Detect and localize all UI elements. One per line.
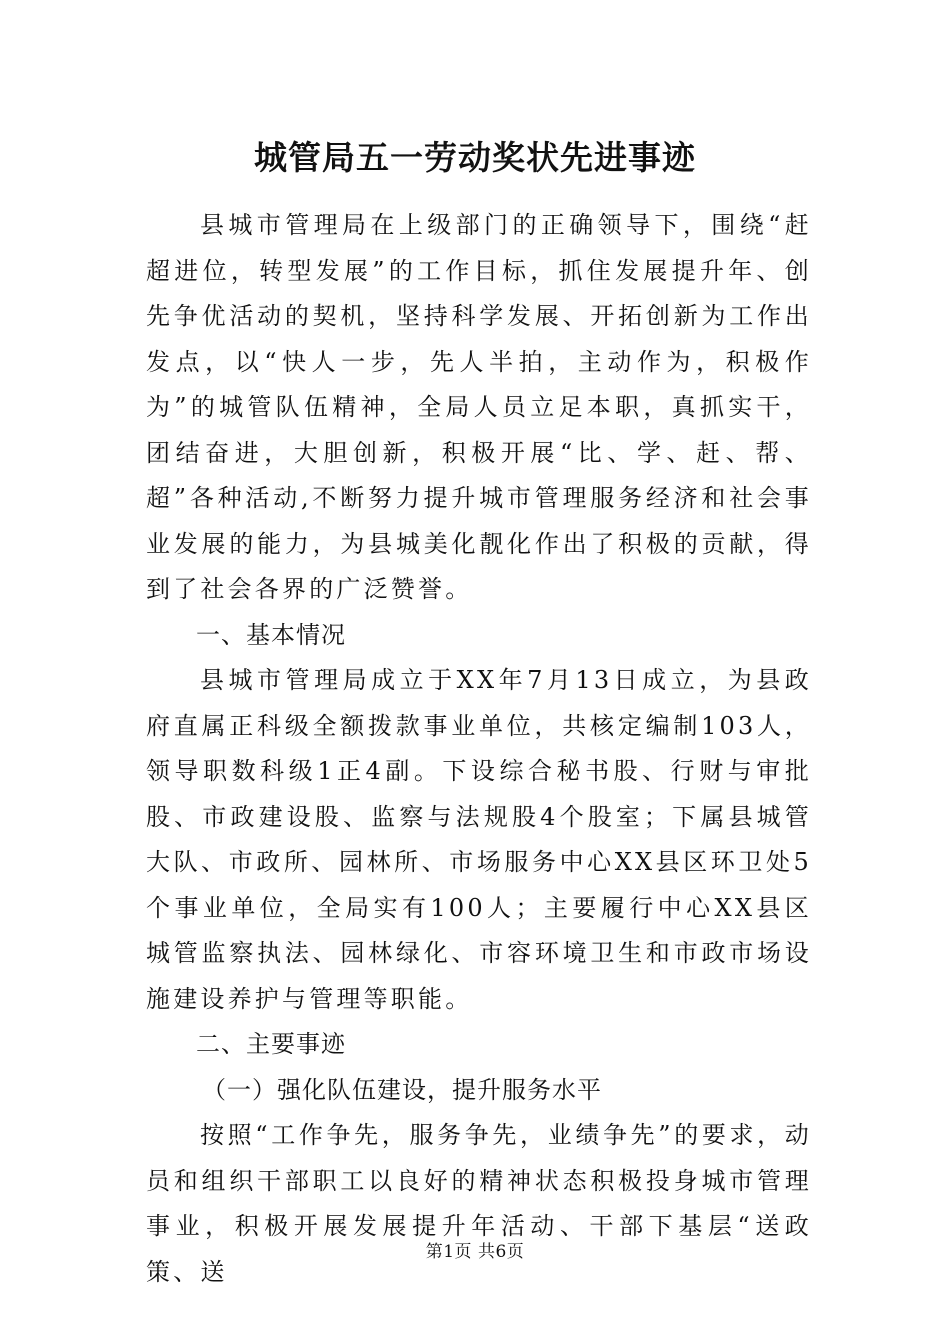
subsection-heading-team-building: （一）强化队伍建设，提升服务水平 [202,1075,602,1104]
intro-paragraph: 县城市管理局在上级部门的正确领导下，围绕“赶超进位，转型发展”的工作目标，抓住发展提升年、创先争优活动的契机，坚持科学发展、开拓创新为工作出发点，以“快人一步，先人半拍，主动作为，积极作为”的城管队伍精神，全局人员立足本职，真抓实干，团结奋进，大胆创新，积极开展“比、学、赶、帮、超”各种活动,不断努力提升城市管理服务经济和社会事业发展的能力，为县城美化靓化作出了积极的贡献，得到了社会各界的广泛赞誉。 [146,211,812,603]
section-heading-main-deeds: 二、主要事迹 [196,1030,346,1058]
team-building-paragraph: 按照“工作争先，服务争先，业绩争先”的要求，动员和组织干部职工以良好的精神状态积极投身城市管理事业，积极开展发展提升年活动、干部下基层“送政策、送 [146,1121,812,1286]
document-title: 城管局五一劳动奖状先进事迹 [254,138,696,177]
section-heading-basic-situation: 一、基本情况 [196,620,346,649]
page-number-footer: 第1页 共6页 [425,1242,525,1262]
basic-situation-paragraph: 县城市管理局成立于XX年7月13日成立，为县政府直属正科级全额拨款事业单位，共核定编制103人，领导职数科级1正4副。下设综合秘书股、行财与审批股、市政建设股、监察与法规股4个股室；下属县城管大队、市政所、园林所、市场服务中心XX县区环卫处5个事业单位，全局实有100人；主要履行中心XX县区城管监察执法、园林绿化、市容环境卫生和市政市场设施建设养护与管理等职能。 [146,666,812,1013]
document-body [146,203,812,1295]
